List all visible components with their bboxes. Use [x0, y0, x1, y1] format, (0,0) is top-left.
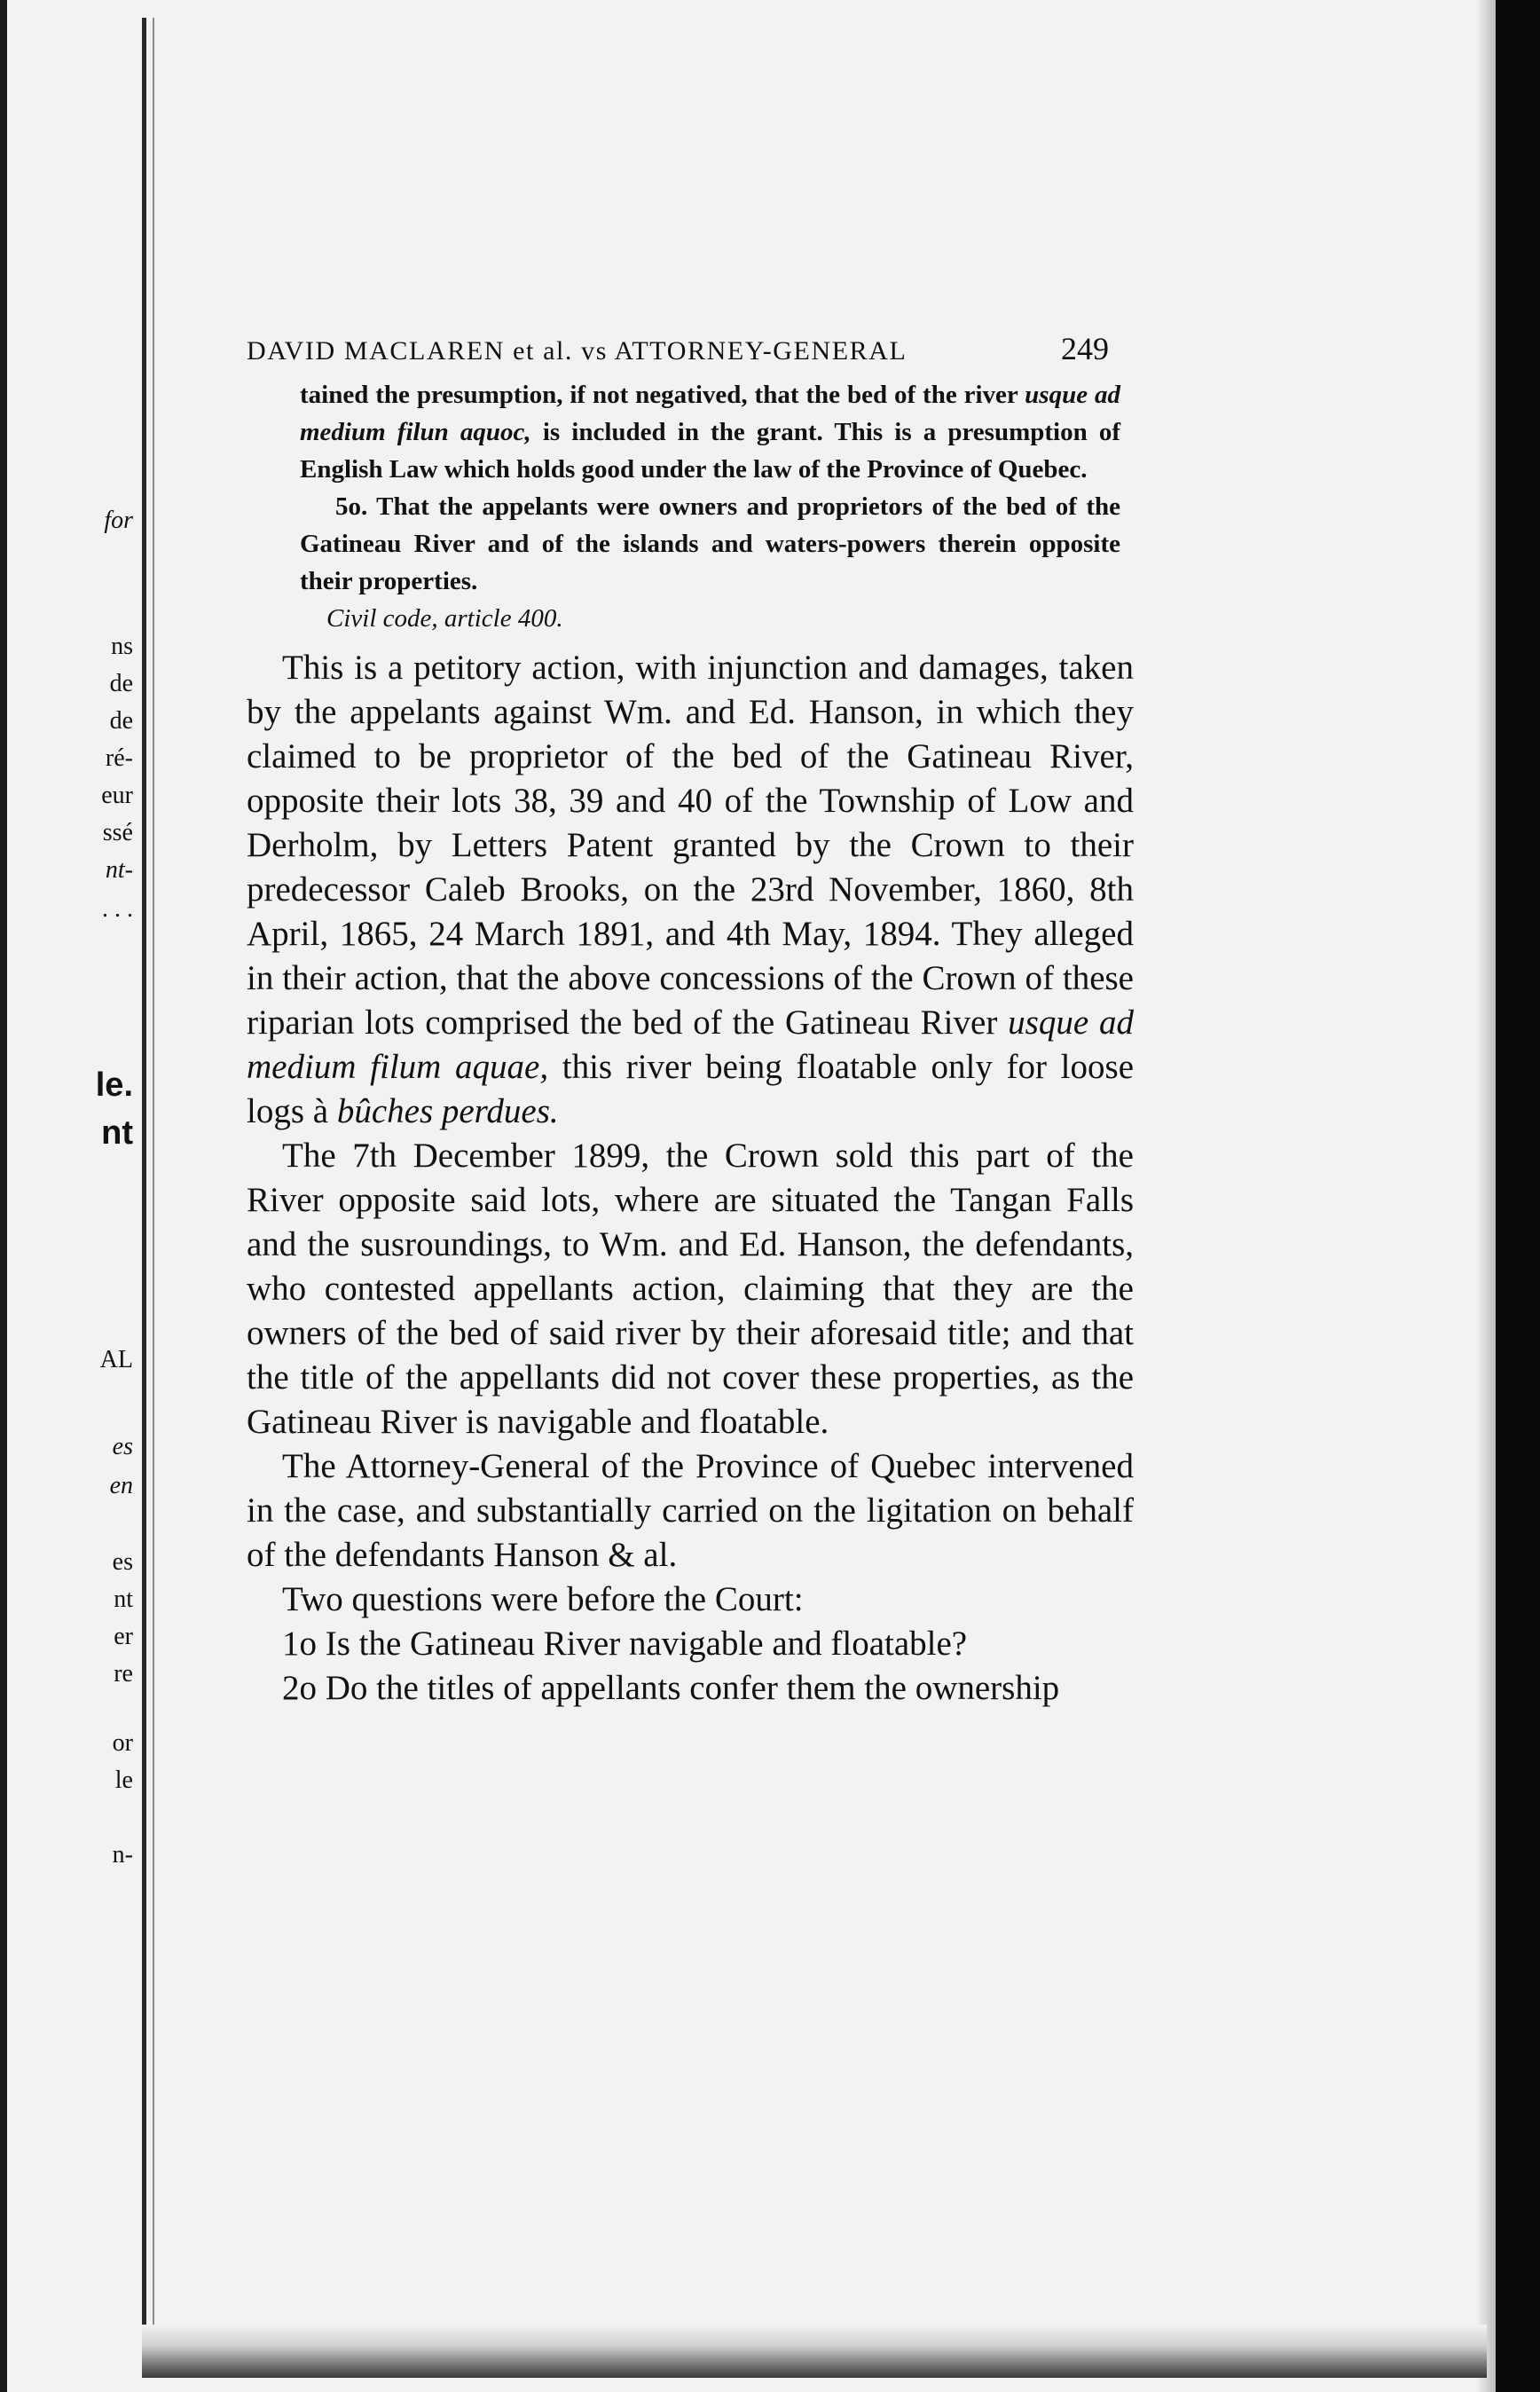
- book-page: [247, 330, 1135, 1711]
- question-item: 1o Is the Gatineau River navigable and floatable?: [282, 1625, 968, 1663]
- facing-fragment: es: [112, 1433, 133, 1460]
- body-text: [247, 646, 1134, 1711]
- body-paragraph: The Attorney-General of the Province of Quebec intervened in the case, and substantially carried on the ligitation on behalf of the defendants Hanson & al.: [247, 1447, 1134, 1574]
- facing-fragment: de: [109, 707, 133, 735]
- running-head: [247, 330, 1109, 376]
- headnote: [300, 376, 1120, 637]
- gutter-rule-secondary: [153, 18, 154, 2342]
- headnote-paragraph: tained the presumption, if not negatived, that the bed of the river usque ad medium filun aquoc, is included in the grant. This is a presumption of English Law which holds good under the law of the Province of Quebec.: [300, 381, 1120, 484]
- facing-fragment: AL: [99, 1346, 133, 1373]
- body-paragraph: Two questions were before the Court:: [282, 1580, 804, 1618]
- french-phrase: bûches perdues.: [336, 1092, 559, 1130]
- page-edge-shadow: [1476, 0, 1496, 2392]
- latin-phrase: usque ad medium filum aquae,: [247, 1003, 1134, 1086]
- facing-fragment: en: [109, 1472, 133, 1499]
- facing-fragment: eur: [101, 782, 133, 809]
- facing-fragment: nt: [101, 1114, 133, 1152]
- gutter-rule: [142, 18, 146, 2342]
- facing-fragment: or: [112, 1729, 133, 1757]
- facing-page-fragments: [0, 0, 133, 2392]
- facing-fragment: es: [112, 1548, 133, 1576]
- facing-fragment: for: [104, 507, 133, 534]
- latin-phrase: usque ad medium filun aquoc,: [300, 381, 1120, 446]
- facing-fragment: nt-: [105, 856, 133, 884]
- facing-fragment: de: [109, 670, 133, 697]
- scan-right-edge: [1496, 0, 1540, 2392]
- headnote-paragraph: 5o. That the appelants were owners and proprietors of the bed of the Gatineau River and of the islands and waters-powers therein opposite their properties.: [300, 492, 1120, 595]
- facing-fragment: nt: [114, 1585, 133, 1613]
- question-item: 2o Do the titles of appellants confer them the ownership: [282, 1669, 1060, 1707]
- page-number: 249: [1061, 331, 1109, 366]
- body-paragraph: The 7th December 1899, the Crown sold this part of the River opposite said lots, where are situated the Tangan Falls and the susroundings, to Wm. and Ed. Hanson, the defendants, who contested appellants action, claiming that they are the owners of the bed of said river by their aforesaid title; and that the title of the appellants did not cover these properties, as the Gatineau River is navigable and floatable.: [247, 1137, 1134, 1441]
- facing-fragment: re: [114, 1660, 133, 1688]
- body-paragraph: This is a petitory action, with injunction and damages, taken by the appelants against Wm. and Ed. Hanson, in which they claimed to be proprietor of the bed of the Gatineau River, opposite their lots 38, 39 and 40 of the Township of Low and Derholm, by Letters Patent granted by the Crown to their predecessor Caleb Brooks, on the 23rd November, 1860, 8th April, 1865, 24 March 1891, and 4th May, 1894. They alleged in their action, that the above concessions of the Crown of these riparian lots comprised the bed of the Gatineau River usque ad medium filum aquae, this river being floatable only for loose logs à bûches perdues.: [247, 649, 1135, 1130]
- facing-fragment: ssé: [102, 819, 133, 846]
- facing-fragment: le.: [95, 1066, 133, 1104]
- facing-fragment: le: [114, 1766, 133, 1794]
- facing-fragment: ns: [111, 633, 133, 660]
- running-head-title: DAVID MACLAREN et al. vs ATTORNEY-GENERAL: [247, 336, 908, 366]
- facing-fragment: ré-: [105, 744, 133, 772]
- facing-fragment: n-: [112, 1841, 133, 1869]
- scan-bottom-band: [142, 2325, 1487, 2378]
- citation: Civil code, article 400.: [326, 604, 563, 633]
- facing-fragment: er: [114, 1623, 133, 1650]
- facing-fragment: . . .: [102, 895, 133, 923]
